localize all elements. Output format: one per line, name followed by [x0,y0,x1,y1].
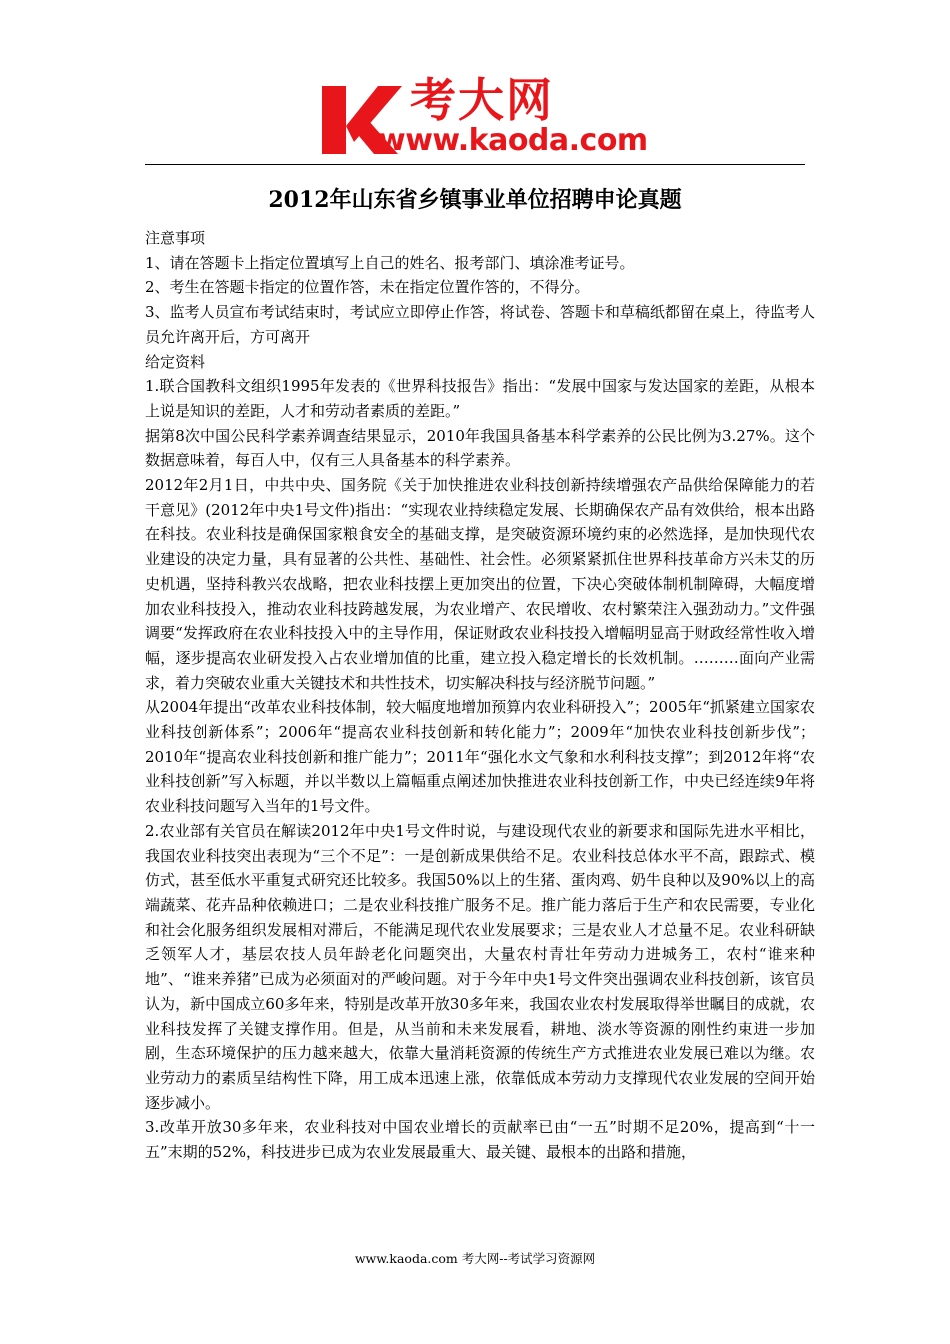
notice-item: 2、考生在答题卡指定的位置作答，未在指定位置作答的，不得分。 [145,278,590,297]
material-paragraph: 从2004年提出“改革农业科技体制，较大幅度地增加预算内农业科研投入”；2005年“抓紧建立国家农业科技创新体系”；2006年“提高农业科技创新和转化能力”；2009年“加快农业科技创新步伐”；2010年“提高农业科技创新和推广能力”；2011年“强化水文气象和水利科技支撑”；到2012年将“农业科技创新”写入标题，并以半数以上篇幅重点阐述加快推进农业科技创新工作，中央已经连续9年将农业科技问题写入当年的1号文件。 [145,698,815,816]
notice-heading: 注意事项 [145,229,206,247]
material-paragraph: 2.农业部有关官员在解读2012年中央1号文件时说，与建设现代农业的新要求和国际先进水平相比，我国农业科技突出表现为“三个不足”：一是创新成果供给不足。农业科技总体水平不高，跟踪式、模仿式，甚至低水平重复式研究还比较多。我国50%以上的生猪、蛋肉鸡、奶牛良种以及90%以上的高端蔬菜、花卉品种依赖进口；二是农业科技推广服务不足。推广能力落后于生产和农民需要，专业化和社会化服务组织发展相对滞后，不能满足现代农业发展要求；三是农业人才总量不足。农业科研缺乏领军人才，基层农技人员年龄老化问题突出，大量农村青壮年劳动力进城务工，农村“谁来种地”、“谁来养猪”已成为必须面对的严峻问题。对于今年中央1号文件突出强调农业科技创新，该官员认为，新中国成立60多年来，特别是改革开放30多年来，我国农业农村发展取得举世瞩目的成就，农业科技发挥了关键支撑作用。但是，从当前和未来发展看，耕地、淡水等资源的刚性约束进一步加剧，生态环境保护的压力越来越大，依靠大量消耗资源的传统生产方式推进农业发展已难以为继。农业劳动力的素质呈结构性下降，用工成本迅速上涨，依靠低成本劳动力支撑现代农业发展的空间开始逐步减小。 [145,821,815,1112]
material-paragraph: 1.联合国教科文组织1995年发表的《世界科技报告》指出：“发展中国家与发达国家的差距，从根本上说是知识的差距，人才和劳动者素质的差距。” [145,377,815,420]
notice-item: 3、监考人员宣布考试结束时，考试应立即停止作答，将试卷、答题卡和草稿纸都留在桌上，待监考人员允许离开后，方可离开 [145,303,815,346]
material-paragraph: 3.改革开放30多年来，农业科技对中国农业增长的贡献率已由“一五”时期不足20%，提高到“十一五”末期的52%，科技进步已成为农业发展最重大、最关键、最根本的出路和措施， [145,1118,815,1162]
material-paragraph: 2012年2月1日，中共中央、国务院《关于加快推进农业科技创新持续增强农产品供给保障能力的若干意见》(2012年中央1号文件)指出：“实现农业持续稳定发展、长期确保农产品有效供给，根本出路在科技。农业科技是确保国家粮食安全的基础支撑，是突破资源环境约束的必然选择，是加快现代农业建设的决定力量，具有显著的公共性、基础性、社会性。必须紧紧抓住世界科技革命方兴未艾的历史机遇，坚持科教兴农战略，把农业科技摆上更加突出的位置，下决心突破体制机制障碍，大幅度增加农业科技投入，推动农业科技跨越发展，为农业增产、农民增收、农村繁荣注入强劲动力。”文件强调要“发挥政府在农业科技投入中的主导作用，保证财政农业科技投入增幅明显高于财政经常性收入增幅，逐步提高农业研发投入占农业增加值的比重，建立投入稳定增长的长效机制。………面向产业需求，着力突破农业重大关键技术和共性技术，切实解决科技与经济脱节问题。” [145,476,815,692]
document-body [145,226,815,1165]
page-footer: www.kaoda.com 考大网--考试学习资源网 [354,1251,596,1266]
notice-item: 1、请在答题卡上指定位置填写上自己的姓名、报考部门、填涂准考证号。 [145,253,635,272]
material-paragraph: 据第8次中国公民科学素养调查结果显示，2010年我国具备基本科学素养的公民比例为3.27%。这个数据意味着，每百人中，仅有三人具备基本的科学素养。 [145,426,815,470]
kaoda-logo [318,73,648,160]
materials-heading: 给定资料 [145,352,206,371]
page-title: 2012年山东省乡镇事业单位招聘申论真题 [268,187,682,213]
logo-url-text: www.kaoda.com [378,123,648,158]
logo-chinese-text: 考大网 [410,73,554,127]
header-divider [145,164,805,165]
